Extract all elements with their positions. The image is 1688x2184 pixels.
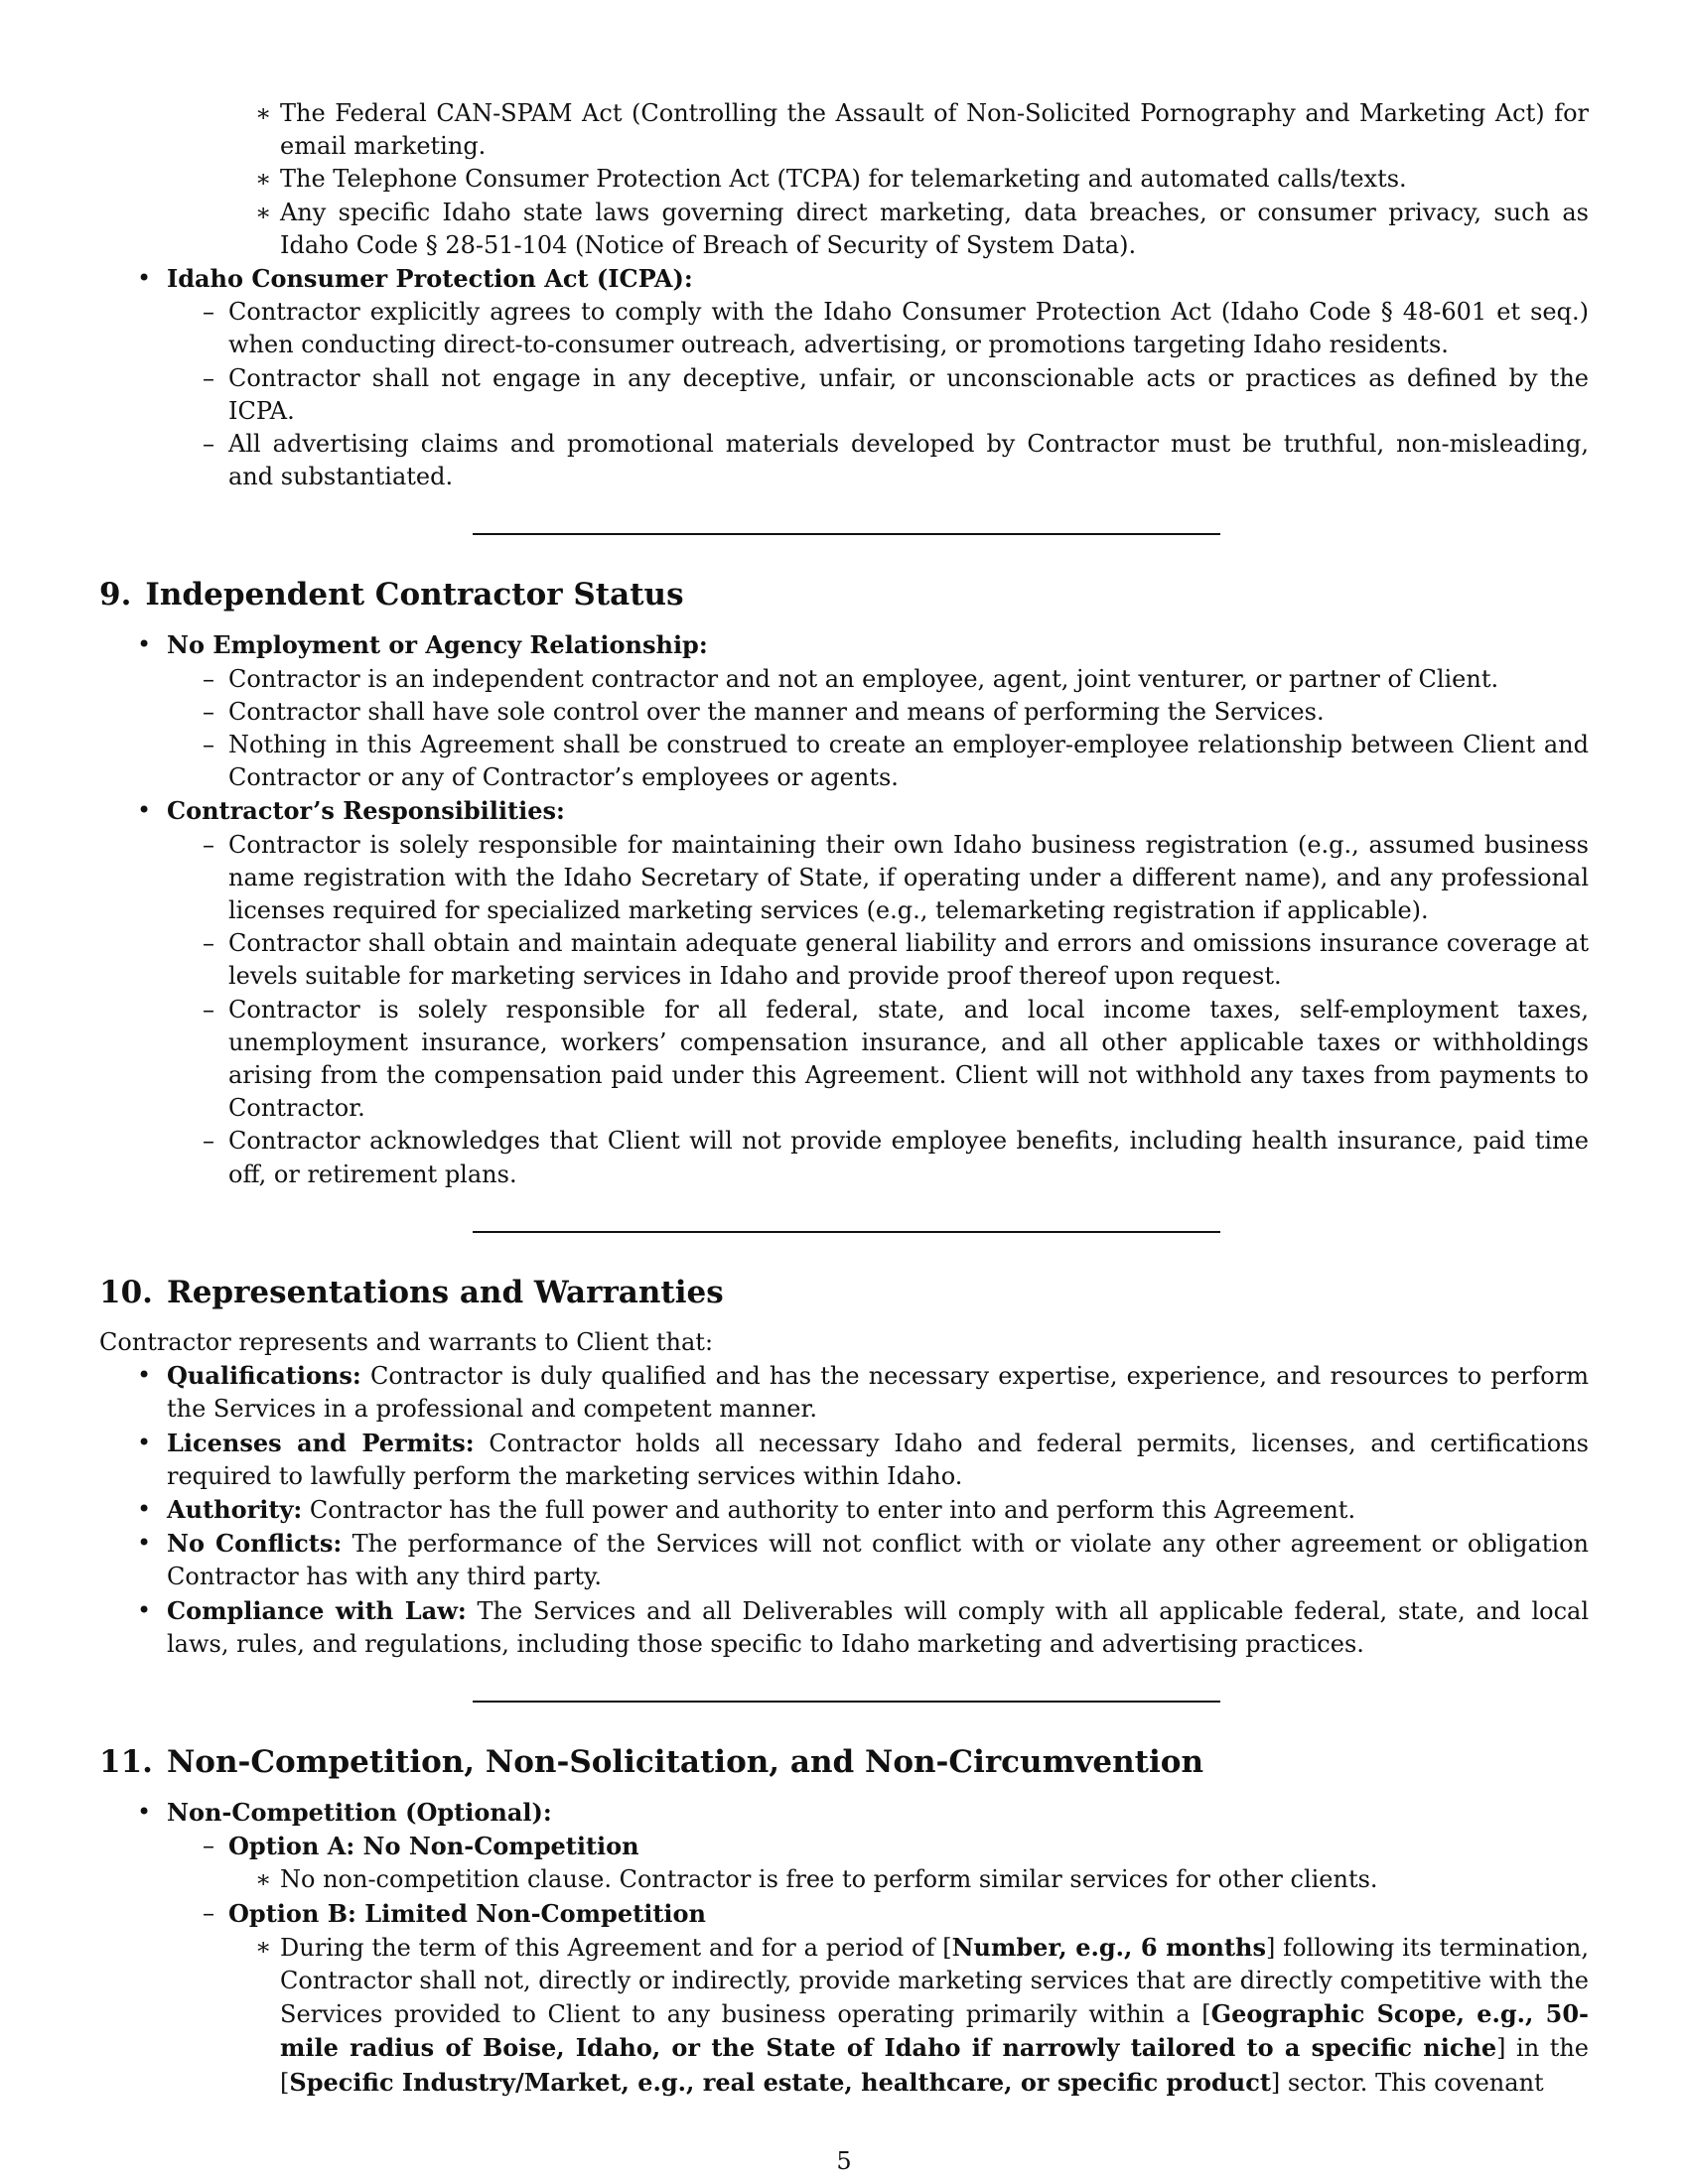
list-item: • Contractor’s Responsibilities: – Contractor is solely responsible for maintaining their own Idaho business registration (e.g., assumed business name registration with the Idaho Secretary of State, if operating under a different name), and any professional licenses required for specialized marketing services (e.g., telemarketing registration if applicable). – Contractor shall obtain and maintain adequate general liability and errors and omissions insurance coverage at levels suitable for marketing services in Idaho and provide proof thereof upon request. – Contractor is solely responsible for all federal, state, and local income taxes, self-employment taxes, unemployment insurance, workers’ compensation insurance, and all other applicable taxes or withholdings arising from the compensation paid under this Agreement. Client will not withhold any taxes from payments to Contractor. – Contractor acknowledges that Client will not provide employee benefits, including health insurance, paid time off, or retirement plans.	[99, 794, 1589, 1190]
list-item: • No Conflicts: The performance of the Services will not conflict with or violate any other agreement or obligation Contractor has with any third party.	[99, 1527, 1589, 1593]
list-item: • No Employment or Agency Relationship: – Contractor is an independent contractor and not an employee, agent, joint venturer, or partner of Client. – Contractor shall have sole control over the manner and means of performing the Services. – Nothing in this Agreement shall be construed to create an employer-employee relationship between Client and Contractor or any of Contractor’s employees or agents.	[99, 628, 1589, 794]
list-item: – Option B: Limited Non-Competition ∗ During the term of this Agreement and for a period of [Number, e.g., 6 months] following its termination, Contractor shall not, directly or indirectly, provide marketing services that are directly competitive with the Services provided to Client to any business operating primarily within a [Geographic Scope, e.g., 50-mile radius of Boise, Idaho, or the State of Idaho if narrowly tailored to a specific niche] in the [Specific Industry/Market, e.g., real estate, healthcare, or specific product] sector. This covenant	[167, 1897, 1589, 2100]
section-divider	[473, 1231, 1220, 1233]
section-10-intro: Contractor represents and warrants to Client that:	[99, 1327, 714, 1356]
list-item: – Nothing in this Agreement shall be construed to create an employer-employee relationship between Client and Contractor or any of Contractor’s employees or agents.	[167, 729, 1589, 794]
list-item: • Licenses and Permits: Contractor holds all necessary Idaho and federal permits, licenses, and certifications required to lawfully perform the marketing services within Idaho.	[99, 1427, 1589, 1493]
list-item: ∗ During the term of this Agreement and for a period of [Number, e.g., 6 months] following its termination, Contractor shall not, directly or indirectly, provide marketing services that are directly competitive with the Services provided to Client to any business operating primarily within a [Geographic Scope, e.g., 50-mile radius of Boise, Idaho, or the State of Idaho if narrowly tailored to a specific niche] in the [Specific Industry/Market, e.g., real estate, healthcare, or specific product] sector. This covenant	[228, 1931, 1589, 2100]
section-9-heading: 9. Independent Contractor Status	[99, 577, 684, 614]
list-item: • Authority: Contractor has the full power and authority to enter into and perform this Agreement.	[99, 1493, 1589, 1527]
section-11-list	[99, 1796, 1589, 2100]
list-item: – Contractor explicitly agrees to comply with the Idaho Consumer Protection Act (Idaho Code § 48-601 et seq.) when conducting direct-to-consumer outreach, advertising, or promotions targeting Idaho residents.	[167, 296, 1589, 361]
list-item: – Contractor acknowledges that Client will not provide employee benefits, including health insurance, paid time off, or retirement plans.	[167, 1125, 1589, 1190]
list-item: – Contractor is solely responsible for maintaining their own Idaho business registration (e.g., assumed business name registration with the Idaho Secretary of State, if operating under a different name), and any professional licenses required for specialized marketing services (e.g., telemarketing registration if applicable).	[167, 829, 1589, 928]
list-item	[99, 262, 1589, 493]
document-page	[99, 97, 1589, 2100]
section-divider	[473, 1701, 1220, 1703]
list-item: – Contractor shall have sole control over the manner and means of performing the Services.	[167, 696, 1589, 729]
list-item: – All advertising claims and promotional materials developed by Contractor must be truthful, non-misleading, and substantiated.	[167, 428, 1589, 493]
list-item: ∗ The Federal CAN-SPAM Act (Controlling the Assault of Non-Solicited Pornography and Marketing Act) for email marketing.	[228, 97, 1589, 163]
list-item: ∗ The Telephone Consumer Protection Act (TCPA) for telemarketing and automated calls/texts.	[228, 163, 1589, 196]
section-11-heading: 11. Non-Competition, Non-Solicitation, and Non-Circumvention	[99, 1743, 1203, 1780]
federal-law-list	[228, 97, 1589, 262]
icpa-list	[99, 262, 1589, 493]
section-10-heading: 10. Representations and Warranties	[99, 1274, 724, 1310]
list-item: – Contractor is solely responsible for all federal, state, and local income taxes, self-employment taxes, unemployment insurance, workers’ compensation insurance, and all other applicable taxes or withholdings arising from the compensation paid under this Agreement. Client will not withhold any taxes from payments to Contractor.	[167, 994, 1589, 1126]
icpa-heading: Idaho Consumer Protection Act (ICPA):	[167, 264, 693, 294]
list-item: – Contractor shall obtain and maintain adequate general liability and errors and omissions insurance coverage at levels suitable for marketing services in Idaho and provide proof thereof upon request.	[167, 927, 1589, 993]
section-9-list	[99, 628, 1589, 1190]
list-item: • Qualifications: Contractor is duly qualified and has the necessary expertise, experience, and resources to perform the Services in a professional and competent manner.	[99, 1359, 1589, 1426]
list-item: – Contractor is an independent contractor and not an employee, agent, joint venturer, or partner of Client.	[167, 663, 1589, 696]
list-item: • Compliance with Law: The Services and all Deliverables will comply with all applicable federal, state, and local laws, rules, and regulations, including those specific to Idaho marketing and advertising practices.	[99, 1594, 1589, 1661]
section-10-list	[99, 1359, 1589, 1661]
list-item: • Non-Competition (Optional): – Option A: No Non-Competition ∗ No non-competition clause. Contractor is free to perform similar services for other clients. – Option B: Limited Non-Competition ∗ During the term of this Agreement and for a period of [Number, e.g., 6 months] following its termination, Contractor shall not, directly or indirectly, provide marketing services that are directly competitive with the Services provided to Client to any business operating primarily within a [Geographic Scope, e.g., 50-mile radius of Boise, Idaho, or the State of Idaho if narrowly tailored to a specific niche] in the [Specific Industry/Market, e.g., real estate, healthcare, or specific product] sector. This covenant	[99, 1796, 1589, 2100]
section-divider	[473, 533, 1220, 535]
list-item: – Contractor shall not engage in any deceptive, unfair, or unconscionable acts or practices as defined by the ICPA.	[167, 362, 1589, 428]
list-item: ∗ Any specific Idaho state laws governing direct marketing, data breaches, or consumer privacy, such as Idaho Code § 28-51-104 (Notice of Breach of Security of System Data).	[228, 197, 1589, 262]
page-number: 5	[836, 2147, 852, 2175]
list-item: – Option A: No Non-Competition ∗ No non-competition clause. Contractor is free to perform similar services for other clients.	[167, 1830, 1589, 1896]
list-item: ∗ No non-competition clause. Contractor is free to perform similar services for other clients.	[228, 1863, 1589, 1896]
